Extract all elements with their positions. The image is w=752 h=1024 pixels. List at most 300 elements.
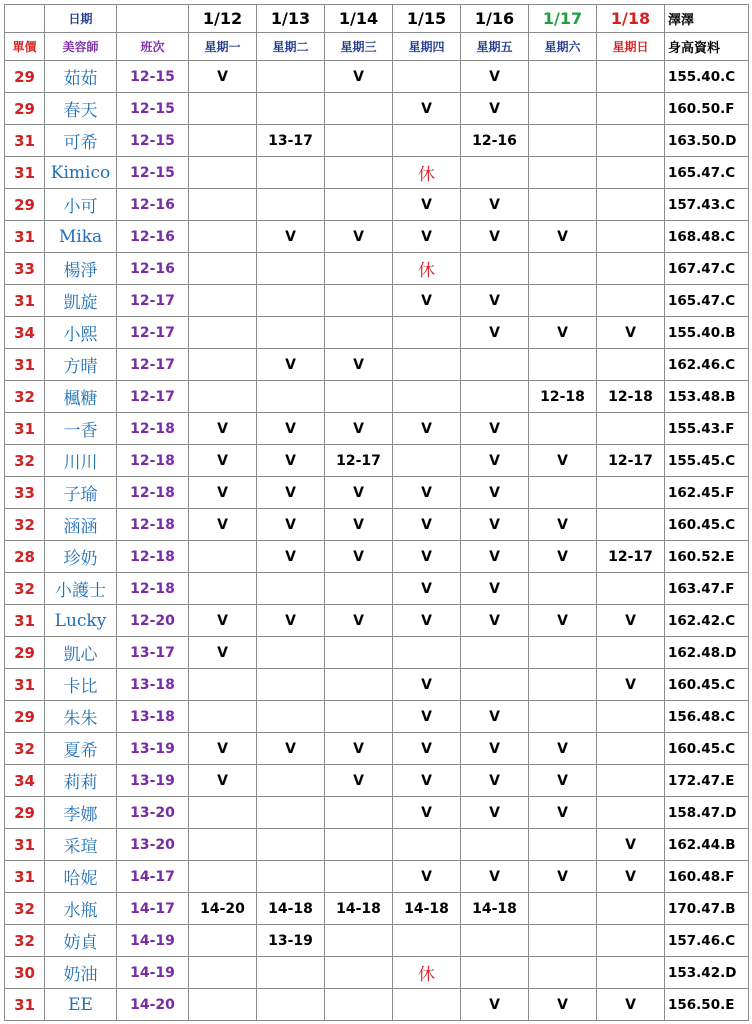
price-cell: 32 — [5, 925, 45, 957]
schedule-cell — [393, 989, 461, 1021]
shift-cell: 12-17 — [117, 381, 189, 413]
schedule-cell — [529, 125, 597, 157]
schedule-cell — [325, 701, 393, 733]
table-row — [5, 509, 749, 541]
schedule-cell — [597, 125, 665, 157]
shift-cell: 13-19 — [117, 733, 189, 765]
date-header: 1/13 — [257, 5, 325, 33]
schedule-cell — [597, 797, 665, 829]
shift-cell: 12-16 — [117, 253, 189, 285]
date-header-sunday: 1/18 — [597, 5, 665, 33]
schedule-cell: V — [189, 733, 257, 765]
stylist-name: 小護士 — [45, 573, 117, 605]
schedule-cell: V — [189, 765, 257, 797]
schedule-cell — [597, 93, 665, 125]
schedule-cell — [189, 221, 257, 253]
schedule-cell: V — [461, 61, 529, 93]
schedule-cell: V — [461, 221, 529, 253]
schedule-cell: V — [529, 797, 597, 829]
price-cell: 34 — [5, 765, 45, 797]
price-cell: 31 — [5, 285, 45, 317]
profile-cell: 153.48.B — [665, 381, 749, 413]
schedule-cell: V — [189, 61, 257, 93]
table-row — [5, 765, 749, 797]
price-cell: 29 — [5, 797, 45, 829]
profile-cell: 160.48.F — [665, 861, 749, 893]
schedule-cell — [257, 317, 325, 349]
table-row — [5, 61, 749, 93]
stylist-name: 茹茹 — [45, 61, 117, 93]
schedule-cell — [325, 381, 393, 413]
schedule-cell — [597, 285, 665, 317]
schedule-cell — [325, 669, 393, 701]
schedule-cell — [325, 861, 393, 893]
schedule-cell — [529, 189, 597, 221]
schedule-cell — [325, 317, 393, 349]
price-label: 單價 — [5, 33, 45, 61]
profile-cell: 155.40.C — [665, 61, 749, 93]
schedule-cell — [325, 797, 393, 829]
shift-cell: 12-18 — [117, 541, 189, 573]
schedule-cell: V — [325, 61, 393, 93]
schedule-cell: V — [257, 445, 325, 477]
schedule-cell: V — [257, 477, 325, 509]
table-row — [5, 797, 749, 829]
schedule-cell — [189, 125, 257, 157]
schedule-cell: V — [461, 605, 529, 637]
stylist-name: 采瑄 — [45, 829, 117, 861]
schedule-cell: V — [393, 189, 461, 221]
schedule-cell: 14-18 — [257, 893, 325, 925]
schedule-cell: V — [257, 349, 325, 381]
profile-cell: 153.42.D — [665, 957, 749, 989]
table-row — [5, 349, 749, 381]
schedule-cell — [529, 253, 597, 285]
schedule-cell — [393, 445, 461, 477]
schedule-cell: V — [461, 189, 529, 221]
schedule-cell — [189, 861, 257, 893]
schedule-cell — [461, 957, 529, 989]
schedule-cell: V — [257, 605, 325, 637]
schedule-cell — [597, 765, 665, 797]
schedule-cell: V — [461, 989, 529, 1021]
shift-cell: 14-17 — [117, 861, 189, 893]
schedule-cell — [529, 893, 597, 925]
schedule-cell — [189, 989, 257, 1021]
stylist-name: 李娜 — [45, 797, 117, 829]
schedule-cell — [189, 93, 257, 125]
schedule-cell — [257, 93, 325, 125]
schedule-cell — [189, 573, 257, 605]
profile-cell: 157.46.C — [665, 925, 749, 957]
date-header: 1/15 — [393, 5, 461, 33]
schedule-cell: 12-18 — [597, 381, 665, 413]
shift-cell: 12-18 — [117, 445, 189, 477]
stylist-name: 凱旋 — [45, 285, 117, 317]
schedule-cell: V — [529, 541, 597, 573]
schedule-cell: V — [189, 413, 257, 445]
schedule-cell — [529, 349, 597, 381]
schedule-cell — [393, 829, 461, 861]
price-cell: 28 — [5, 541, 45, 573]
schedule-cell: V — [393, 701, 461, 733]
table-row — [5, 925, 749, 957]
price-cell: 33 — [5, 253, 45, 285]
profile-cell: 168.48.C — [665, 221, 749, 253]
schedule-cell — [529, 829, 597, 861]
schedule-cell: V — [461, 93, 529, 125]
schedule-cell: V — [597, 605, 665, 637]
profile-cell: 162.45.F — [665, 477, 749, 509]
schedule-cell — [257, 701, 325, 733]
profile-cell: 162.48.D — [665, 637, 749, 669]
date-header: 1/14 — [325, 5, 393, 33]
price-cell: 32 — [5, 733, 45, 765]
schedule-cell — [461, 829, 529, 861]
table-row — [5, 477, 749, 509]
table-row — [5, 957, 749, 989]
schedule-cell — [597, 573, 665, 605]
schedule-cell — [189, 189, 257, 221]
shift-cell: 12-17 — [117, 285, 189, 317]
table-row — [5, 893, 749, 925]
table-row — [5, 285, 749, 317]
price-cell: 34 — [5, 317, 45, 349]
price-cell: 31 — [5, 349, 45, 381]
schedule-cell: V — [461, 541, 529, 573]
price-cell: 32 — [5, 573, 45, 605]
schedule-cell — [529, 61, 597, 93]
table-row — [5, 189, 749, 221]
price-cell: 32 — [5, 381, 45, 413]
schedule-cell — [393, 349, 461, 381]
table-row — [5, 573, 749, 605]
profile-cell: 167.47.C — [665, 253, 749, 285]
schedule-cell: 14-18 — [325, 893, 393, 925]
schedule-cell — [189, 829, 257, 861]
date-header-saturday: 1/17 — [529, 5, 597, 33]
schedule-cell: V — [529, 605, 597, 637]
schedule-cell: V — [529, 221, 597, 253]
schedule-cell: V — [393, 541, 461, 573]
shift-cell: 13-18 — [117, 701, 189, 733]
shift-cell: 13-18 — [117, 669, 189, 701]
profile-cell: 160.45.C — [665, 669, 749, 701]
schedule-cell — [597, 637, 665, 669]
profile-cell: 157.43.C — [665, 189, 749, 221]
schedule-cell: 13-19 — [257, 925, 325, 957]
weekday-header: 星期二 — [257, 33, 325, 61]
header-blank-cell — [117, 5, 189, 33]
table-row — [5, 541, 749, 573]
schedule-cell — [393, 317, 461, 349]
shift-cell: 12-17 — [117, 317, 189, 349]
schedule-cell: V — [529, 765, 597, 797]
shift-cell: 14-20 — [117, 989, 189, 1021]
schedule-cell: V — [461, 765, 529, 797]
schedule-cell: V — [393, 861, 461, 893]
schedule-cell — [529, 477, 597, 509]
weekday-header: 星期三 — [325, 33, 393, 61]
schedule-cell — [325, 253, 393, 285]
schedule-cell — [529, 573, 597, 605]
schedule-cell: V — [461, 733, 529, 765]
shift-cell: 12-15 — [117, 61, 189, 93]
price-cell: 31 — [5, 605, 45, 637]
schedule-cell: 12-17 — [597, 445, 665, 477]
shift-cell: 14-17 — [117, 893, 189, 925]
schedule-cell — [461, 637, 529, 669]
schedule-cell — [393, 61, 461, 93]
stylist-name: 凱心 — [45, 637, 117, 669]
schedule-cell: V — [393, 413, 461, 445]
stylist-name: 一香 — [45, 413, 117, 445]
schedule-cell: 12-17 — [325, 445, 393, 477]
table-row — [5, 221, 749, 253]
shift-label: 班次 — [117, 33, 189, 61]
schedule-cell — [529, 413, 597, 445]
schedule-cell — [597, 733, 665, 765]
profile-cell: 172.47.E — [665, 765, 749, 797]
schedule-cell: 12-16 — [461, 125, 529, 157]
profile-cell: 160.45.C — [665, 509, 749, 541]
profile-cell: 160.50.F — [665, 93, 749, 125]
price-cell: 29 — [5, 189, 45, 221]
shift-cell: 12-15 — [117, 125, 189, 157]
schedule-cell: 12-17 — [597, 541, 665, 573]
weekday-header: 星期四 — [393, 33, 461, 61]
schedule-cell: V — [461, 797, 529, 829]
date-label: 日期 — [45, 5, 117, 33]
schedule-cell: V — [393, 93, 461, 125]
weekday-header: 星期五 — [461, 33, 529, 61]
schedule-cell: V — [393, 797, 461, 829]
table-row — [5, 253, 749, 285]
schedule-cell — [393, 381, 461, 413]
stylist-name: 莉莉 — [45, 765, 117, 797]
shift-cell: 12-15 — [117, 157, 189, 189]
shift-cell: 12-20 — [117, 605, 189, 637]
schedule-cell — [393, 637, 461, 669]
schedule-cell: V — [257, 509, 325, 541]
stylist-name: 川川 — [45, 445, 117, 477]
schedule-cell — [597, 957, 665, 989]
schedule-cell: V — [325, 413, 393, 445]
schedule-cell — [257, 797, 325, 829]
profile-cell: 170.47.B — [665, 893, 749, 925]
date-header: 1/12 — [189, 5, 257, 33]
schedule-cell: V — [529, 733, 597, 765]
schedule-cell — [597, 157, 665, 189]
table-row — [5, 157, 749, 189]
schedule-cell: V — [325, 605, 393, 637]
weekday-header-sunday: 星期日 — [597, 33, 665, 61]
schedule-cell: V — [189, 637, 257, 669]
rest-day-cell: 休 — [393, 957, 461, 989]
schedule-cell — [325, 829, 393, 861]
price-cell: 32 — [5, 445, 45, 477]
price-cell: 31 — [5, 157, 45, 189]
schedule-cell — [597, 893, 665, 925]
schedule-cell — [597, 349, 665, 381]
price-cell: 31 — [5, 829, 45, 861]
schedule-cell: 13-17 — [257, 125, 325, 157]
rest-day-cell: 休 — [393, 253, 461, 285]
stylist-name: 涵涵 — [45, 509, 117, 541]
stylist-name: 楊淨 — [45, 253, 117, 285]
profile-cell: 162.46.C — [665, 349, 749, 381]
schedule-cell: V — [461, 413, 529, 445]
price-cell: 29 — [5, 61, 45, 93]
schedule-cell: V — [529, 989, 597, 1021]
schedule-cell — [257, 573, 325, 605]
profile-cell: 162.42.C — [665, 605, 749, 637]
weekday-header: 星期六 — [529, 33, 597, 61]
stylist-name: 小熙 — [45, 317, 117, 349]
schedule-cell — [461, 381, 529, 413]
price-cell: 31 — [5, 861, 45, 893]
schedule-cell — [257, 637, 325, 669]
schedule-cell: V — [393, 669, 461, 701]
stylist-name: 春天 — [45, 93, 117, 125]
price-cell: 29 — [5, 93, 45, 125]
schedule-cell: V — [189, 477, 257, 509]
shift-cell: 13-17 — [117, 637, 189, 669]
schedule-cell: V — [257, 413, 325, 445]
schedule-cell — [597, 477, 665, 509]
schedule-cell — [257, 669, 325, 701]
schedule-cell — [325, 637, 393, 669]
header-blank-cell — [5, 5, 45, 33]
schedule-cell — [325, 925, 393, 957]
schedule-cell: V — [325, 733, 393, 765]
schedule-cell: V — [325, 509, 393, 541]
schedule-cell: V — [325, 349, 393, 381]
price-cell: 29 — [5, 637, 45, 669]
stylist-name: 水瓶 — [45, 893, 117, 925]
shift-cell: 12-18 — [117, 509, 189, 541]
schedule-cell — [325, 125, 393, 157]
schedule-cell — [597, 189, 665, 221]
price-cell: 29 — [5, 701, 45, 733]
schedule-cell — [257, 285, 325, 317]
schedule-cell — [529, 637, 597, 669]
table-row — [5, 701, 749, 733]
schedule-cell — [461, 349, 529, 381]
stylist-name: 夏希 — [45, 733, 117, 765]
table-row — [5, 669, 749, 701]
stylist-name: 小可 — [45, 189, 117, 221]
schedule-table — [4, 4, 749, 1021]
table-row — [5, 637, 749, 669]
schedule-cell — [325, 989, 393, 1021]
profile-cell: 155.43.F — [665, 413, 749, 445]
schedule-cell — [529, 957, 597, 989]
schedule-cell — [461, 157, 529, 189]
schedule-cell — [189, 285, 257, 317]
schedule-cell — [189, 701, 257, 733]
stylist-name: Lucky — [45, 605, 117, 637]
stylist-name: Mika — [45, 221, 117, 253]
schedule-cell — [257, 765, 325, 797]
schedule-cell: V — [597, 669, 665, 701]
stylist-name: EE — [45, 989, 117, 1021]
schedule-cell — [597, 221, 665, 253]
schedule-cell: V — [393, 221, 461, 253]
schedule-cell: V — [189, 605, 257, 637]
shift-cell: 13-19 — [117, 765, 189, 797]
profile-cell: 162.44.B — [665, 829, 749, 861]
profile-cell: 156.50.E — [665, 989, 749, 1021]
schedule-cell: V — [461, 317, 529, 349]
schedule-cell: 12-18 — [529, 381, 597, 413]
schedule-cell: V — [189, 445, 257, 477]
table-row — [5, 381, 749, 413]
stylist-name: 奶油 — [45, 957, 117, 989]
shift-cell: 12-18 — [117, 477, 189, 509]
shift-cell: 12-16 — [117, 221, 189, 253]
schedule-cell — [597, 253, 665, 285]
schedule-cell: V — [393, 605, 461, 637]
schedule-cell — [325, 93, 393, 125]
stylist-label: 美容師 — [45, 33, 117, 61]
schedule-cell: V — [325, 541, 393, 573]
schedule-cell — [325, 573, 393, 605]
shift-cell: 12-16 — [117, 189, 189, 221]
profile-cell: 155.40.B — [665, 317, 749, 349]
schedule-cell — [257, 157, 325, 189]
stylist-name: 卡比 — [45, 669, 117, 701]
stylist-name: 方晴 — [45, 349, 117, 381]
schedule-cell: V — [257, 221, 325, 253]
profile-cell: 163.47.F — [665, 573, 749, 605]
schedule-cell — [257, 829, 325, 861]
stylist-name: 楓糖 — [45, 381, 117, 413]
schedule-cell: V — [257, 733, 325, 765]
schedule-cell — [325, 285, 393, 317]
table-row — [5, 317, 749, 349]
stylist-name: 朱朱 — [45, 701, 117, 733]
schedule-cell — [189, 669, 257, 701]
price-cell: 32 — [5, 509, 45, 541]
weekday-header: 星期一 — [189, 33, 257, 61]
schedule-cell — [529, 285, 597, 317]
profile-cell: 160.52.E — [665, 541, 749, 573]
stylist-name: 哈妮 — [45, 861, 117, 893]
profile-label: 身高資料 — [665, 33, 749, 61]
shift-cell: 14-19 — [117, 957, 189, 989]
schedule-cell — [597, 509, 665, 541]
shift-cell: 12-18 — [117, 413, 189, 445]
table-row — [5, 733, 749, 765]
schedule-cell: 14-18 — [393, 893, 461, 925]
price-cell: 31 — [5, 221, 45, 253]
rest-day-cell: 休 — [393, 157, 461, 189]
schedule-cell: 14-20 — [189, 893, 257, 925]
stylist-name: 可希 — [45, 125, 117, 157]
schedule-cell — [461, 669, 529, 701]
stylist-name: 妨貞 — [45, 925, 117, 957]
table-row — [5, 829, 749, 861]
schedule-cell — [529, 93, 597, 125]
date-header: 1/16 — [461, 5, 529, 33]
schedule-cell: V — [597, 829, 665, 861]
shift-cell: 14-19 — [117, 925, 189, 957]
table-row — [5, 125, 749, 157]
price-cell: 33 — [5, 477, 45, 509]
schedule-cell — [189, 157, 257, 189]
price-cell: 32 — [5, 893, 45, 925]
